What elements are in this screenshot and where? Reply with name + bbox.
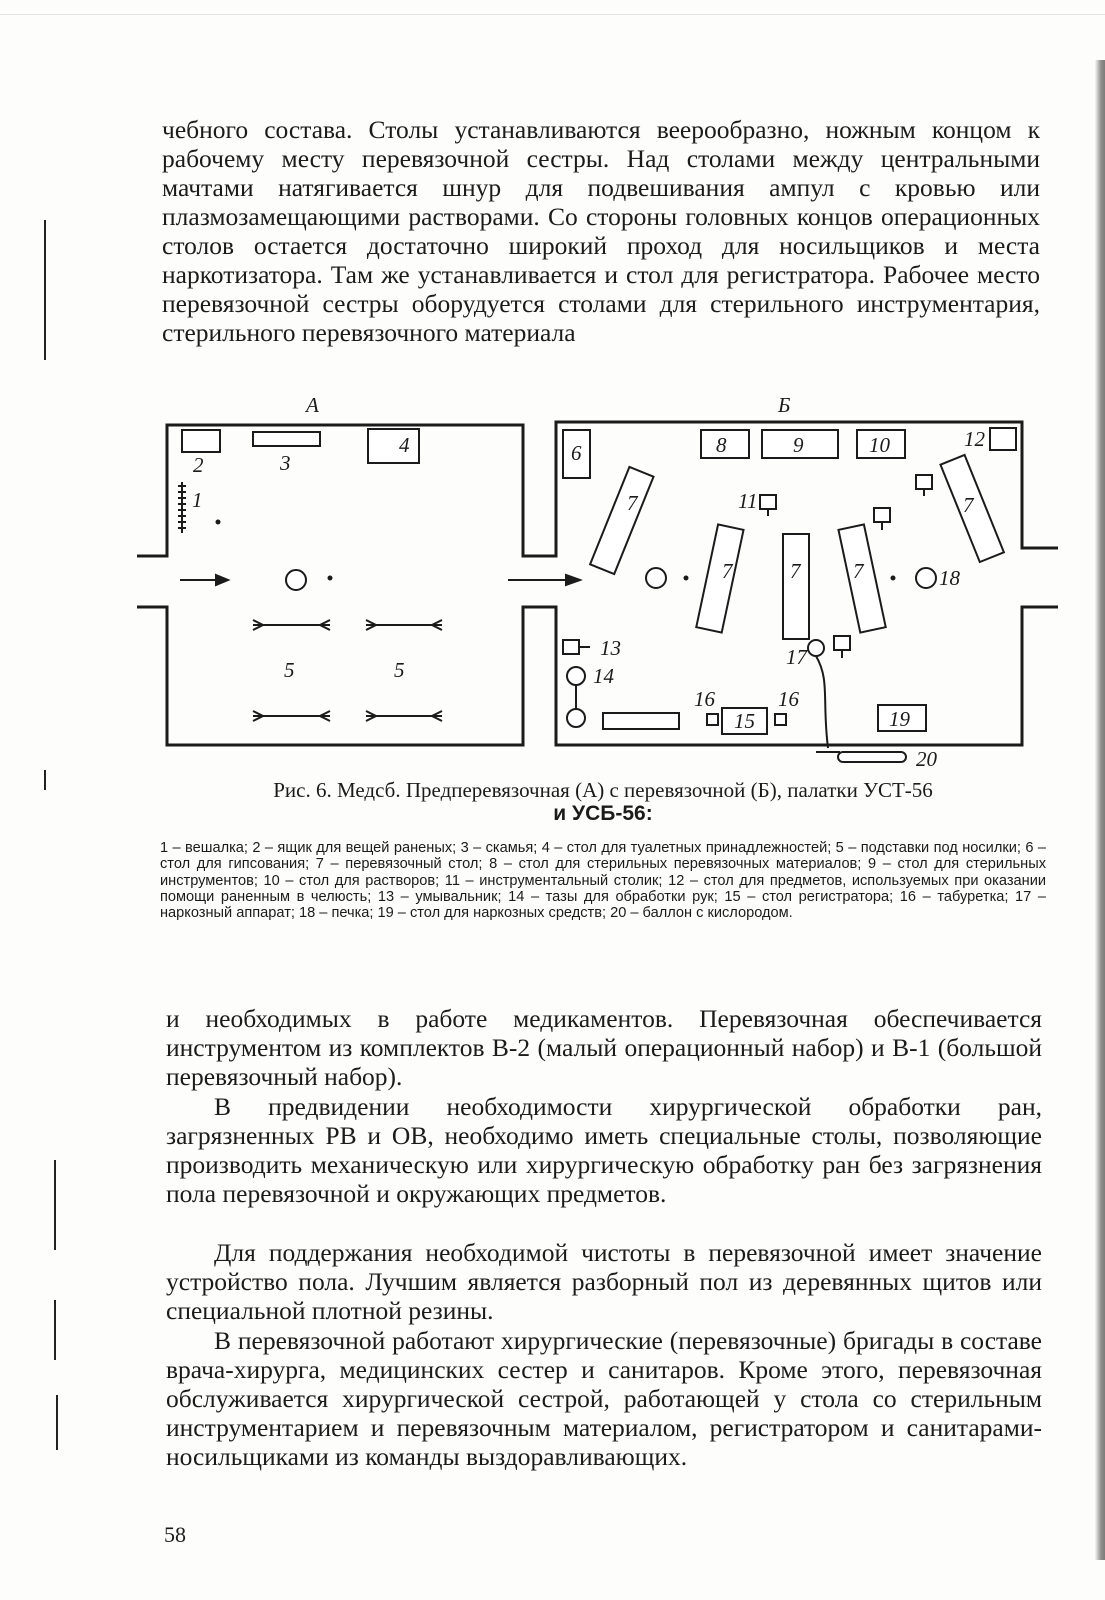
label-7: 7	[963, 493, 974, 517]
coat-hanger	[178, 482, 186, 533]
dressing-table-3	[783, 534, 809, 639]
panel-b-label: Б	[778, 393, 791, 417]
figure-caption	[160, 778, 1046, 826]
label-19: 19	[889, 707, 910, 731]
label-13: 13	[600, 636, 621, 660]
hand-basin-2	[567, 709, 585, 727]
caption-line-1: Рис. 6. Медсб. Предперевязочная (А) с перевязочной (Б), палатки УСТ-56	[273, 778, 933, 802]
oxygen-cylinder	[838, 752, 906, 762]
label-8: 8	[716, 433, 727, 457]
clothes-box	[182, 430, 220, 452]
page-number: 58	[164, 1522, 186, 1547]
label-7: 7	[790, 559, 801, 583]
label-11: 11	[738, 489, 758, 513]
instrument-stand	[874, 508, 890, 522]
label-7: 7	[722, 559, 733, 583]
dressing-table-1	[590, 467, 653, 574]
bench-b	[603, 713, 679, 729]
label-14: 14	[593, 664, 614, 688]
label-3: 3	[280, 451, 291, 475]
bench	[253, 432, 320, 446]
label-17: 17	[786, 645, 807, 669]
stove-18	[916, 568, 936, 588]
label-9: 9	[793, 433, 804, 457]
stretcher-stands	[253, 620, 442, 721]
anesthesia-machine	[808, 640, 824, 656]
label-16: 16	[694, 687, 715, 711]
label-2: 2	[193, 453, 204, 477]
label-1: 1	[192, 488, 203, 512]
hand-basin-1	[567, 667, 585, 685]
caption-line-2: и УСБ-56:	[553, 802, 653, 825]
toilet-table	[368, 429, 419, 463]
panel-a-label: А	[306, 393, 319, 417]
body-paragraph: и необходимых в работе медикаментов. Перевязочная обеспечивается инструментом из комплектов В-2 (малый операционный набор) и В-1 (большой перевязочный набор).	[166, 1004, 1042, 1091]
scan-margin-mark	[56, 1395, 58, 1450]
stool-right	[775, 714, 786, 725]
instrument-stand	[834, 636, 850, 650]
floor-plan-figure	[0, 0, 1105, 780]
body-paragraph: В перевязочной работают хирургические (перевязочные) бригады в составе врача-хирурга, медицинских сестер и санитаров. Кроме этого, перевязочная обслуживается хирургической сестрой, работающей у стола со стерильным инструментарием и перевязочным материалом, регистратором и санитарами-носильщиками из команды выздоравливающих.	[166, 1326, 1042, 1471]
label-15: 15	[734, 709, 755, 733]
label-4: 4	[399, 433, 410, 457]
body-paragraph: В предвидении необходимости хирургической обработки ран, загрязненных РВ и ОВ, необходимо иметь специальные столы, позволяющие производить механическую или хирургическую обработку ран без загрязнения пола перевязочной и окружающих предметов.	[166, 1092, 1042, 1208]
washstand	[563, 640, 579, 654]
stove-b	[646, 568, 666, 588]
label-7: 7	[853, 559, 864, 583]
label-18: 18	[939, 566, 960, 590]
label-6: 6	[571, 441, 582, 465]
top-paragraph: чебного состава. Столы устанавливаются веерообразно, ножным концом к рабочему месту перевязочной сестры. Над столами между центральными мачтами натягивается шнур для подвешивания ампул с кровью или плазмозамещающими растворами. Со стороны головных концов операционных столов остается достаточно широкий проход для носильщиков и места наркотизатора. Там же устанавливается и стол для регистратора. Рабочее место перевязочной сестры оборудуется столами для стерильного инструментария, стерильного перевязочного материала	[162, 115, 1040, 347]
instrument-stand	[916, 475, 932, 489]
label-20: 20	[916, 747, 937, 771]
figure-legend: 1 – вешалка; 2 – ящик для вещей раненых; 3 – скамья; 4 – стол для туалетных принадлежностей; 5 – подставки под носилки; 6 – стол для гипсования; 7 – перевязочный стол; 8 – стол для стерильных перевязочных материалов; 9 – стол для стерильных инструментов; 10 – стол для растворов; 11 – инструментальный столик; 12 – стол для предметов, используемых при оказании помощи раненным в челюсть; 13 – умывальник; 14 – тазы для обработки рук; 15 – стол регистратора; 16 – табуретка; 17 – наркозный аппарат; 18 – печка; 19 – стол для наркозных средств; 20 – баллон с кислородом.	[160, 840, 1046, 922]
label-12: 12	[964, 427, 985, 451]
instrument-stand-11	[760, 495, 776, 509]
label-5: 5	[284, 658, 295, 682]
label-7: 7	[627, 491, 638, 515]
scan-margin-mark	[54, 1300, 56, 1360]
jaw-care-table	[990, 428, 1016, 450]
label-5: 5	[394, 658, 405, 682]
anesthesia-hose	[816, 656, 828, 748]
dressing-table-2	[696, 524, 743, 632]
label-10: 10	[869, 433, 890, 457]
body-paragraph: Для поддержания необходимой чистоты в перевязочной имеет значение устройство пола. Лучшим является разборный пол из деревянных щитов или специальной плотной резины.	[166, 1238, 1042, 1325]
stove-a	[286, 570, 306, 590]
scan-margin-mark	[54, 1160, 56, 1250]
label-16: 16	[778, 687, 799, 711]
stool-left	[707, 714, 718, 725]
room-a-bottom-wall	[137, 607, 548, 745]
